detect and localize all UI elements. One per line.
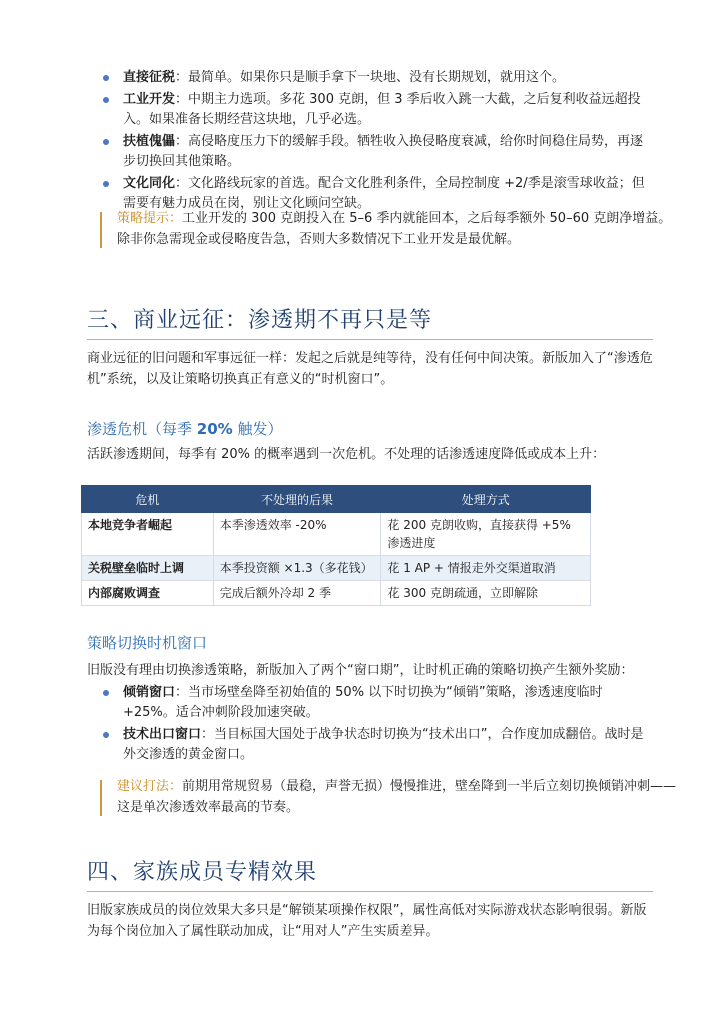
subsection-desc: 活跃渗透期间，每季有 20% 的概率遇到一次危机。不处理的话渗透速度降低或成本上升： xyxy=(87,447,606,462)
heading-emphasis: 20% xyxy=(196,420,233,438)
bullet-text: ：文化路线玩家的首选。配合文化胜利条件，全局控制度 +2/季是滚雪球收益；但需要有魅力成员在岗，别让文化顾问空缺。 xyxy=(123,176,645,211)
bullet-text: ：当目标国大国处于战争状态时切换为“技术出口”，合作度加成翻倍。战时是外交渗透的黄金窗口。 xyxy=(123,727,644,762)
table-row xyxy=(82,513,591,556)
table-cell: 本季投资额 ×1.3（多花钱） xyxy=(213,556,381,581)
bullet-term: 文化同化 xyxy=(123,176,176,191)
table-header-row xyxy=(82,486,591,513)
window-subsection xyxy=(87,632,653,767)
section-heading: 四、家族成员专精效果 xyxy=(87,858,653,892)
callout-bar xyxy=(100,212,102,248)
section-4 xyxy=(87,858,653,942)
column-header: 处理方式 xyxy=(381,486,591,513)
table-row xyxy=(82,556,591,581)
bullet-term: 扶植傀儡 xyxy=(123,134,176,149)
bullet-term: 直接征税 xyxy=(123,70,176,85)
callout-label: 策略提示： xyxy=(117,211,183,226)
subsection-desc: 旧版没有理由切换渗透策略，新版加入了两个“窗口期”，让时机正确的策略切换产生额外奖励： xyxy=(87,663,634,678)
crisis-table xyxy=(81,485,591,606)
table-cell: 花 1 AP + 情报走外交渠道取消 xyxy=(381,556,591,581)
table-cell: 完成后额外冷却 2 季 xyxy=(213,581,381,606)
callout-text: 前期用常规贸易（最稳，声誉无损）慢慢推进，壁垒降到一半后立刻切换倾销冲刺——这是单次渗透效率最高的节奏。 xyxy=(117,779,677,815)
strategy-tip-callout xyxy=(87,208,683,250)
section-3 xyxy=(87,306,653,390)
bullet-icon xyxy=(103,75,109,81)
table-cell: 内部腐败调查 xyxy=(82,581,214,606)
list-item xyxy=(87,132,653,172)
list-item xyxy=(87,725,653,765)
crisis-subsection xyxy=(87,418,653,465)
bullet-icon xyxy=(103,97,109,103)
section-intro: 旧版家族成员的岗位效果大多只是“解锁某项操作权限”，属性高低对实际游戏状态影响很弱。新版为每个岗位加入了属性联动加成，让“用对人”产生实质差异。 xyxy=(87,903,647,939)
bullet-icon xyxy=(103,690,109,696)
table-cell: 本地竞争者崛起 xyxy=(82,513,214,556)
section-intro: 商业远征的旧问题和军事远征一样：发起之后就是纯等待，没有任何中间决策。新版加入了“渗透危机”系统，以及让策略切换真正有意义的“时机窗口”。 xyxy=(87,351,653,387)
callout-text: 工业开发的 300 克朗投入在 5–6 季内就能回本，之后每季额外 50–60 克朗净增益。除非你急需现金或侵略度告急，否则大多数情况下工业开发是最优解。 xyxy=(117,211,672,247)
section-heading: 三、商业远征：渗透期不再只是等 xyxy=(87,306,653,340)
crisis-table-wrapper xyxy=(81,485,647,606)
list-item xyxy=(87,90,653,130)
column-header: 危机 xyxy=(82,486,214,513)
subsection-heading xyxy=(87,418,653,440)
table-cell: 花 300 克朗疏通，立即解除 xyxy=(381,581,591,606)
bullet-term: 技术出口窗口 xyxy=(123,727,202,742)
bullet-icon xyxy=(103,181,109,187)
bullet-icon xyxy=(103,732,109,738)
bullet-icon xyxy=(103,139,109,145)
table-row xyxy=(82,581,591,606)
callout-label: 建议打法： xyxy=(117,779,183,794)
bullet-term: 倾销窗口 xyxy=(123,685,176,700)
table-cell: 关税壁垒临时上调 xyxy=(82,556,214,581)
heading-part: 触发） xyxy=(232,420,283,438)
occupation-strategy-list xyxy=(87,68,653,216)
advice-callout xyxy=(87,776,683,818)
subsection-heading: 策略切换时机窗口 xyxy=(87,634,208,652)
bullet-text: ：中期主力选项。多花 300 克朗，但 3 季后收入跳一大截，之后复利收益远超投入。如果准备长期经营这块地，几乎必选。 xyxy=(123,92,641,127)
bullet-text: ：当市场壁垒降至初始值的 50% 以下时切换为“倾销”策略，渗透速度临时 +25%。适合冲刺阶段加速突破。 xyxy=(123,685,603,720)
column-header: 不处理的后果 xyxy=(213,486,381,513)
callout-bar xyxy=(100,780,102,816)
bullet-text: ：高侵略度压力下的缓解手段。牺牲收入换侵略度衰减，给你时间稳住局势，再逐步切换回其他策略。 xyxy=(123,134,644,169)
bullet-term: 工业开发 xyxy=(123,92,176,107)
bullet-text: ：最简单。如果你只是顺手拿下一块地、没有长期规划，就用这个。 xyxy=(175,70,566,85)
list-item xyxy=(87,68,653,88)
table-cell: 本季渗透效率 -20% xyxy=(213,513,381,556)
table-cell: 花 200 克朗收购，直接获得 +5% 渗透进度 xyxy=(381,513,591,556)
list-item xyxy=(87,683,653,723)
heading-part: 渗透危机（每季 xyxy=(87,420,197,438)
